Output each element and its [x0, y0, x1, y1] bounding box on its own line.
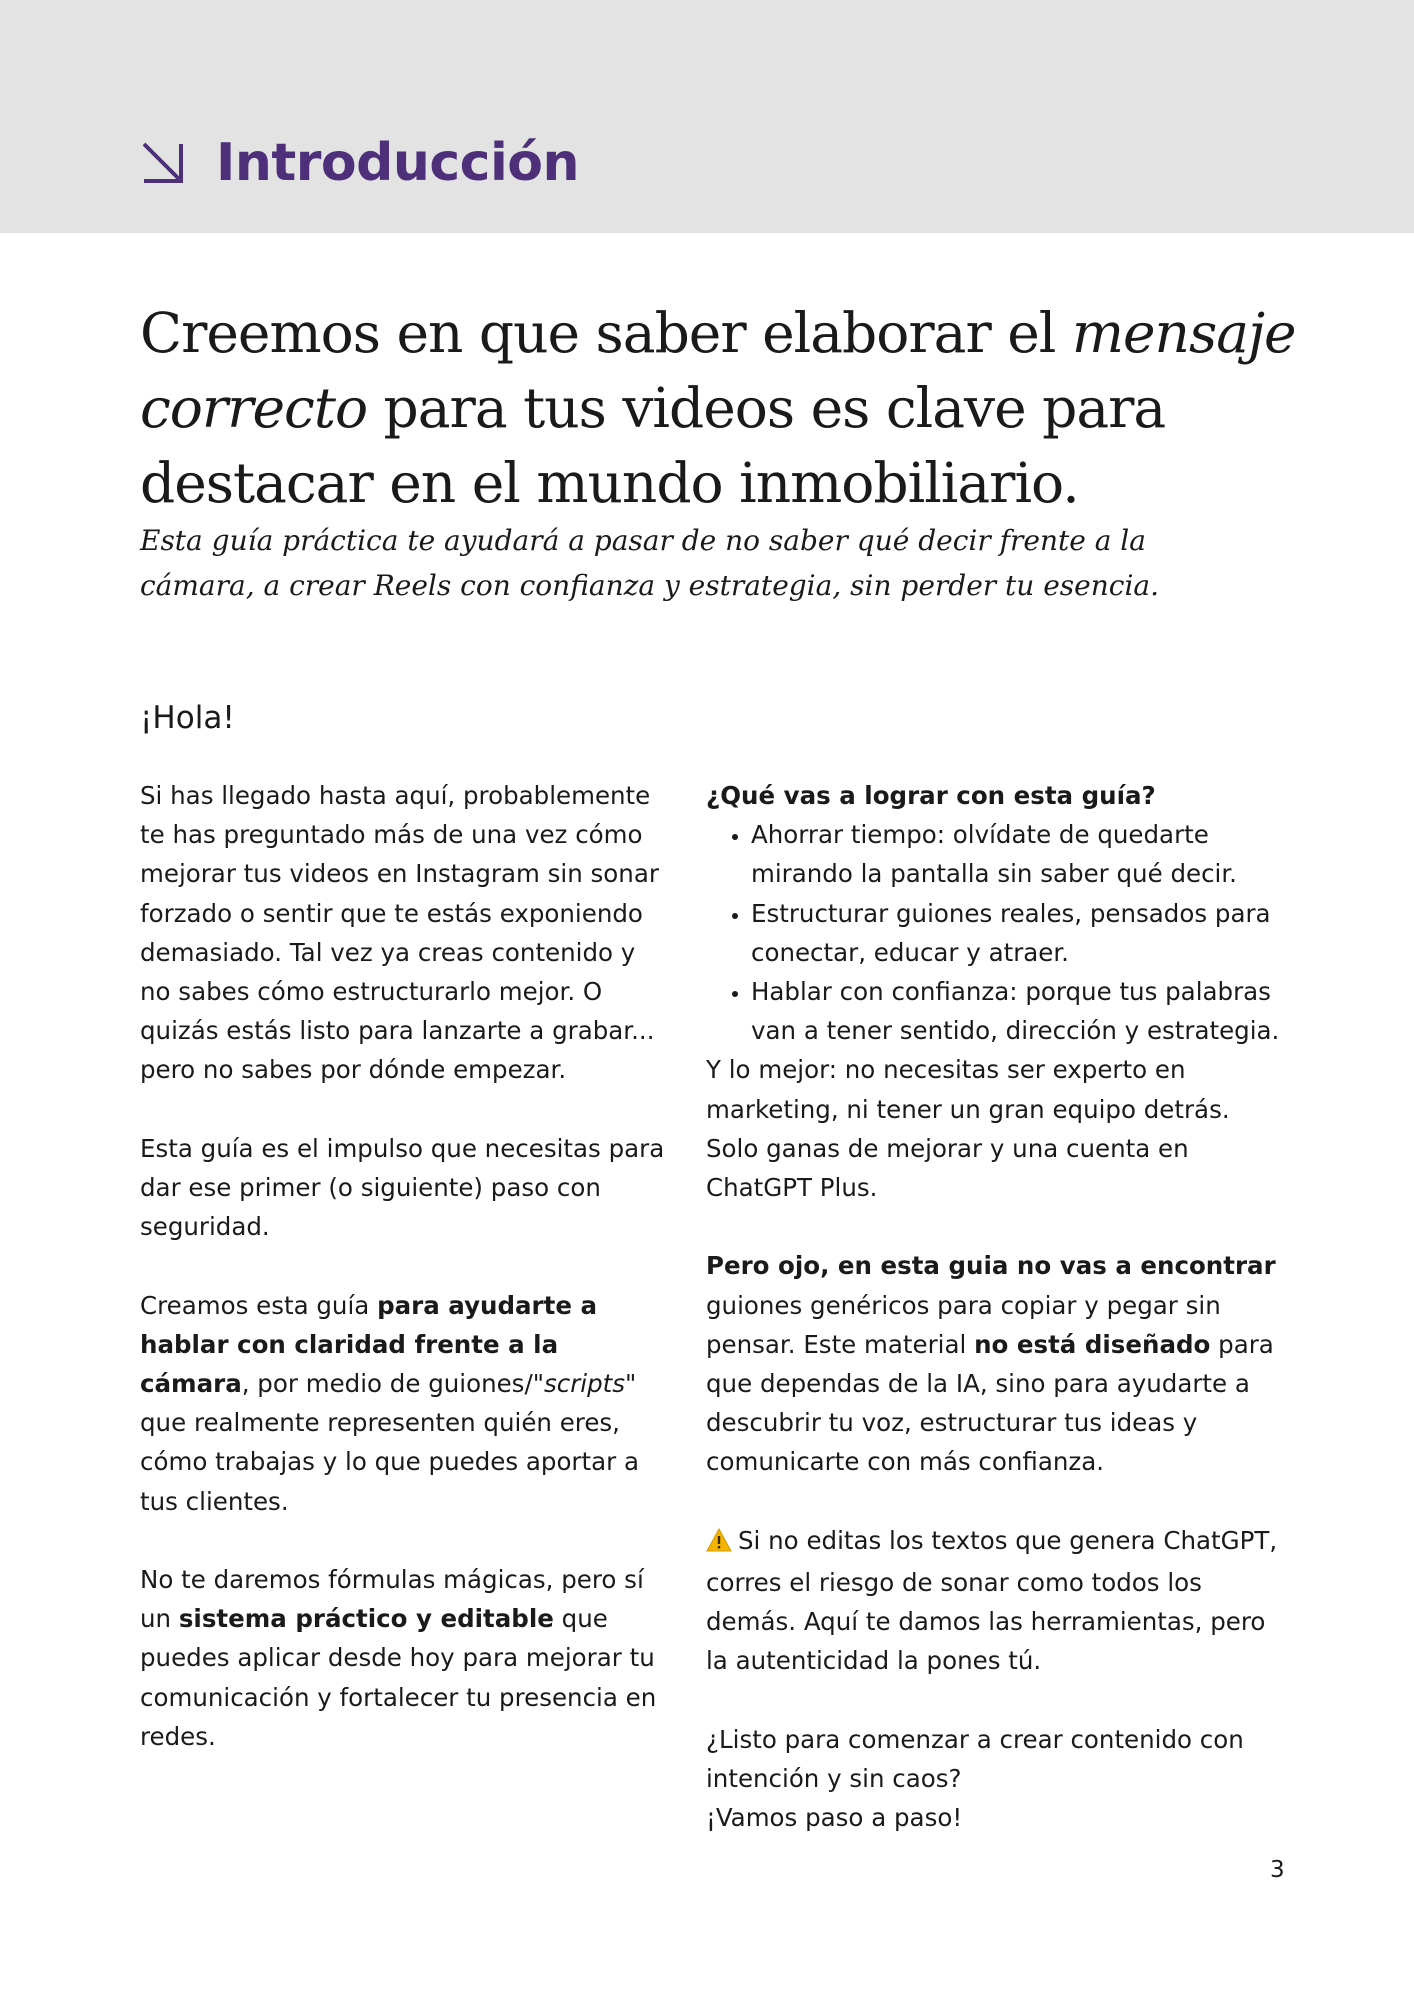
- page-number: 3: [1270, 1857, 1285, 1883]
- bold-run: no está diseñado: [974, 1329, 1211, 1359]
- text-run: Si no editas los textos que genera ChatGPT, corres el riesgo de sonar como todos los demás. Aquí te damos las herramientas, pero la autenticidad la pones tú.: [706, 1525, 1278, 1676]
- list-item: • Estructurar guiones reales, pensados para conectar, educar y atraer.: [751, 894, 1286, 972]
- bold-run: sistema práctico y editable: [178, 1604, 554, 1634]
- page-title: Introducción: [216, 133, 580, 193]
- text-run: que puedes aplicar desde hoy para mejorar tu comunicación y fortalecer tu presencia en redes.: [140, 1604, 657, 1751]
- lead-emphasis: mensaje correcto: [140, 301, 1296, 440]
- bold-run: ¿Qué vas a lograr con esta guía?: [706, 781, 1156, 810]
- left-paragraph-2: Esta guía es el impulso que necesitas para dar ese primer (o siguiente) paso con seguridad.: [140, 1133, 665, 1242]
- bold-run: Pero ojo, en esta guia no vas a encontrar: [706, 1251, 1276, 1281]
- left-paragraph-4: [140, 1560, 670, 1756]
- bold-run: para ayudarte a hablar con claridad frente a la cámara: [140, 1290, 598, 1399]
- text-run: para que dependas de la IA, sino para ayudarte a descubrir tu voz, estructurar tus ideas y comunicarte con más confianza.: [706, 1329, 1274, 1477]
- list-item: • Ahorrar tiempo: olvídate de quedarte mirando la pantalla sin saber qué decir.: [751, 815, 1286, 893]
- italic-run: scripts: [543, 1369, 626, 1399]
- warning-icon: [706, 1524, 732, 1563]
- goals-heading: [706, 776, 1286, 815]
- section-header: [140, 118, 579, 208]
- right-paragraph-1: Y lo mejor: no necesitas ser experto en marketing, ni tener un gran equipo detrás. Solo ganas de mejorar y una cuenta en ChatGPT Plus.: [706, 1055, 1230, 1203]
- text-run: ¡Vamos paso a paso!: [706, 1803, 963, 1833]
- right-paragraph-2: [706, 1246, 1286, 1481]
- text-run: , por medio de guiones/": [241, 1369, 544, 1399]
- greeting: ¡Hola!: [140, 700, 235, 736]
- subtitle: Esta guía práctica te ayudará a pasar de no saber qué decir frente a la cámara, a crear Reels con confianza y estrategia, sin perder tu esencia.: [140, 524, 1160, 602]
- right-paragraph-4: [706, 1720, 1286, 1838]
- left-paragraph-1: Si has llegado hasta aquí, probablemente te has preguntado más de una vez cómo mejorar tus videos en Instagram sin sonar forzado o sentir que te estás exponiendo demasiado. Tal vez ya creas contenido y no sabes cómo estructurarlo mejor. O quizás estás listo para lanzarte a grabar... pero no sabes por dónde empezar.: [140, 781, 659, 1085]
- right-column: [706, 776, 1286, 1837]
- lead-statement: [140, 296, 1300, 521]
- lead-part1: Creemos en que saber elaborar el: [140, 301, 1072, 365]
- right-paragraph-3: [706, 1521, 1286, 1681]
- lead-part2: para tus videos es clave para destacar en el mundo inmobiliario.: [140, 376, 1166, 515]
- list-item: • Hablar con confianza: porque tus palabras van a tener sentido, dirección y estrategia.: [751, 972, 1286, 1050]
- text-run: No te daremos fórmulas mágicas, pero sí un: [140, 1565, 644, 1634]
- text-run: guiones genéricos para copiar y pegar sin pensar. Este material: [706, 1290, 1221, 1359]
- left-paragraph-3: [140, 1286, 670, 1521]
- left-column: [140, 776, 670, 1795]
- text-run: " que realmente representen quién eres, cómo trabajas y lo que puedes aportar a tus clientes.: [140, 1369, 639, 1516]
- goals-list: [706, 815, 1286, 1050]
- text-run: Creamos esta guía: [140, 1290, 378, 1320]
- arrow-down-right-icon: [140, 140, 186, 186]
- text-run: ¿Listo para comenzar a crear contenido con intención y sin caos?: [706, 1724, 1244, 1794]
